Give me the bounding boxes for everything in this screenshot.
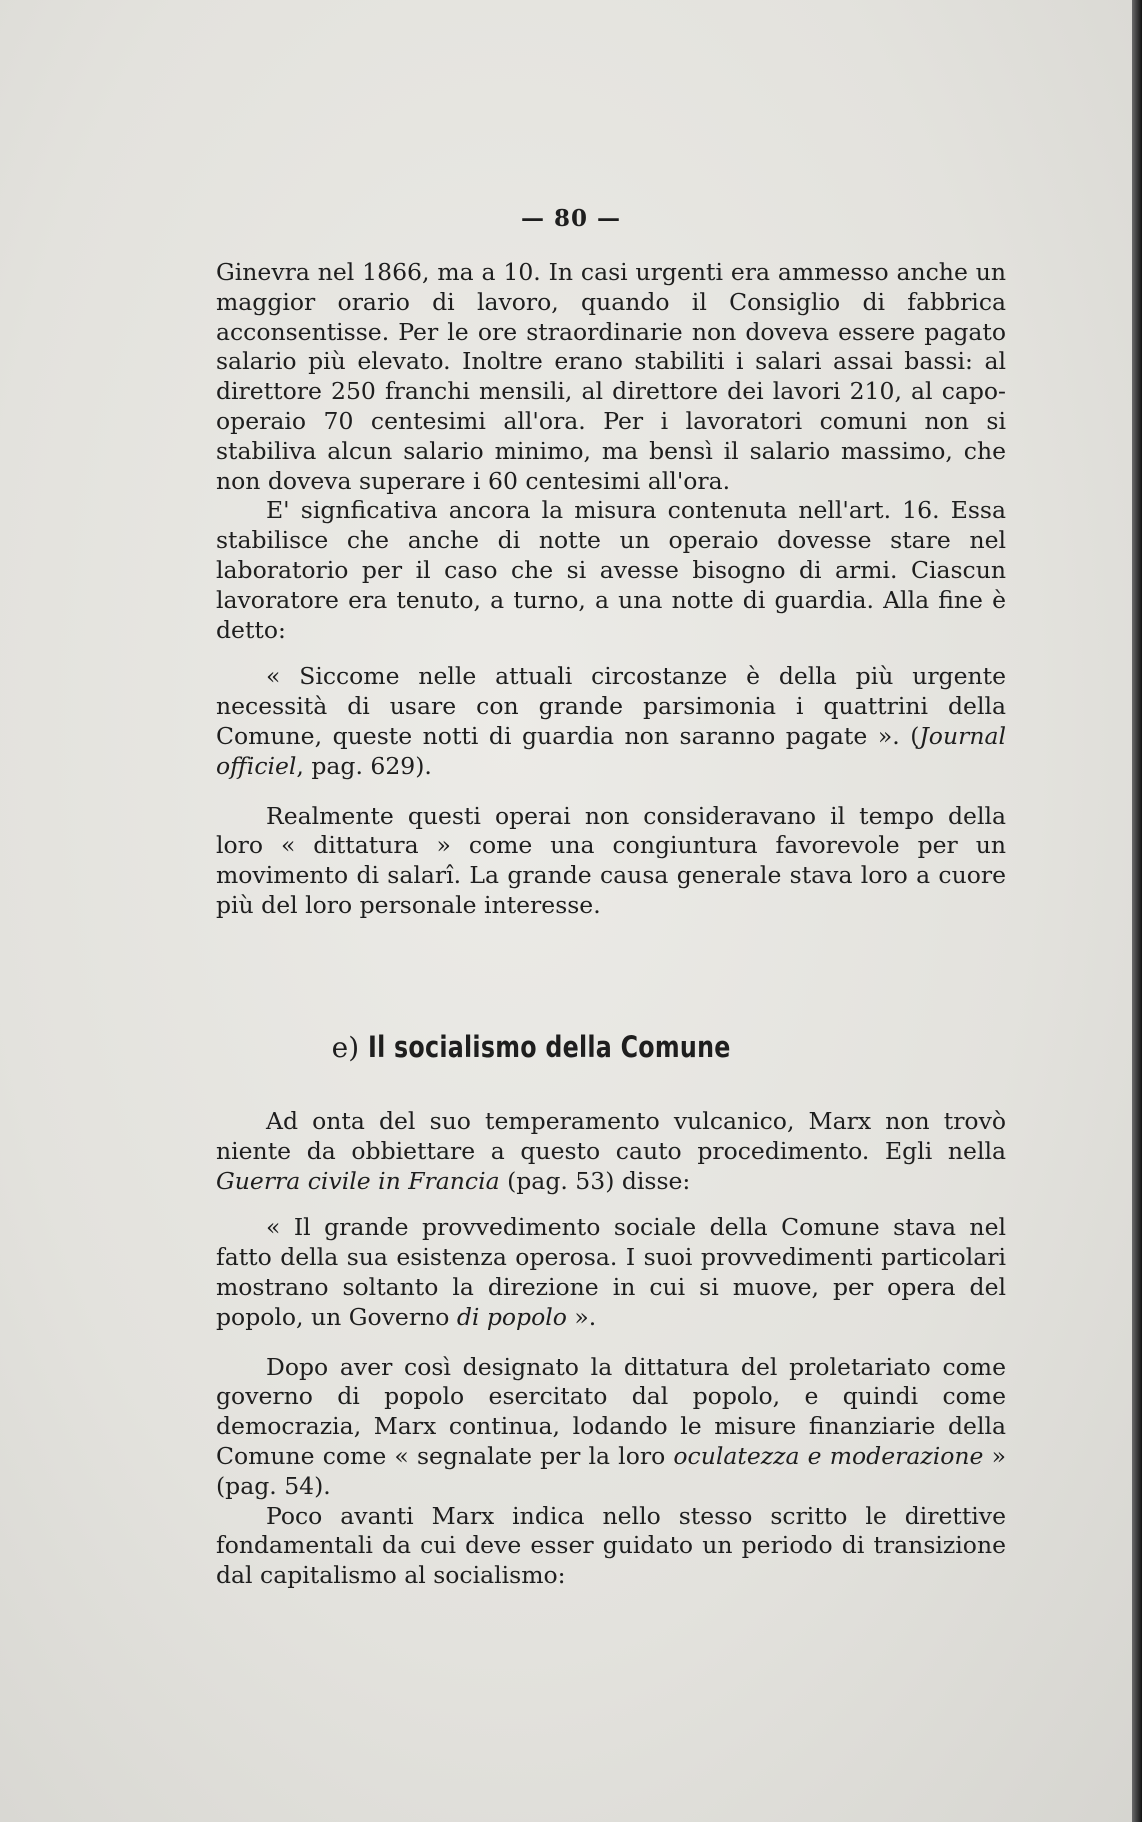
p3-start: Dopo aver così designato la dittatura del proletariato come governo di popolo esercitato dal popolo, e quindi come democrazia, Marx continua, lodando le misure finanziarie della Comune come « segnalate per la loro xyxy=(216,1352,1006,1470)
p3-end: » (pag. 54). xyxy=(216,1441,1006,1500)
page-number: — 80 — xyxy=(520,205,622,232)
quote-marx-em: di popolo xyxy=(456,1302,567,1331)
section-body-wages xyxy=(216,258,1006,921)
section-heading xyxy=(0,1030,1142,1064)
section-heading-title: Il socialismo della Comune xyxy=(368,1030,731,1064)
section-body-socialism xyxy=(216,1107,1006,1591)
p3-em: oculatezza e moderazione xyxy=(673,1441,984,1470)
paragraph-marx-intro xyxy=(216,1107,1006,1196)
paragraph-dittatura xyxy=(216,1353,1006,1502)
quote-text: « Siccome nelle attuali circostanze è della più urgente necessità di usare con grande parsimonia i quattrini della Comune, queste notti di guardia non saranno pagate ». ( xyxy=(216,662,1006,750)
quote-marx xyxy=(216,1213,1006,1332)
quote-source-title: Journal officiel xyxy=(216,721,1006,780)
intro-start: Ad onta del suo temperamento vulcanico, Marx non trovò niente da obbiettare a questo cauto procedimento. Egli nella xyxy=(216,1107,1006,1165)
paragraph-article-16: E' signficativa ancora la misura contenuta nell'art. 16. Essa stabilisce che anche di notte un operaio dovesse stare nel laboratorio per il caso che si avesse bisogno di armi. Ciascun lavoratore era tenuto, a turno, a una notte di guardia. Alla fine è detto: xyxy=(216,496,1006,644)
quote-marx-start: « Il grande provvedimento sociale della Comune stava nel fatto della sua esistenza operosa. I suoi provvedimenti particolari mostrano soltanto la direzione in cui si muove, per opera del popolo, un Governo xyxy=(216,1213,1006,1331)
paragraph-realmente: Realmente questi operai non consideravano il tempo della loro « dittatura » come una congiuntura favorevole per un movimento di salarî. La grande causa generale stava loro a cuore più del loro personale interesse. xyxy=(216,801,1006,919)
section-heading-letter: e) xyxy=(331,1031,360,1064)
quote-source-tail: , pag. 629). xyxy=(296,751,432,780)
quote-journal-officiel xyxy=(216,662,1006,781)
intro-work-title: Guerra civile in Francia xyxy=(216,1166,500,1195)
paragraph-wages: Ginevra nel 1866, ma a 10. In casi urgenti era ammesso anche un maggior orario di lavoro, quando il Consiglio di fabbrica acconsentisse. Per le ore straordinarie non doveva essere pagato salario più elevato. Inoltre erano stabiliti i salari assai bassi: al direttore 250 franchi mensili, al direttore dei lavori 210, al capo-operaio 70 centesimi all'ora. Per i lavoratori comuni non si stabiliva alcun salario minimo, ma bensì il salario massimo, che non doveva superare i 60 centesimi all'ora. xyxy=(216,258,1006,495)
paragraph-direttive: Poco avanti Marx indica nello stesso scritto le direttive fondamentali da cui deve esser guidato un periodo di transizione dal capitalismo al socialismo: xyxy=(216,1501,1006,1590)
quote-marx-end: ». xyxy=(566,1302,597,1331)
page-edge-shadow xyxy=(1132,0,1142,1822)
intro-end: (pag. 53) disse: xyxy=(499,1166,691,1195)
